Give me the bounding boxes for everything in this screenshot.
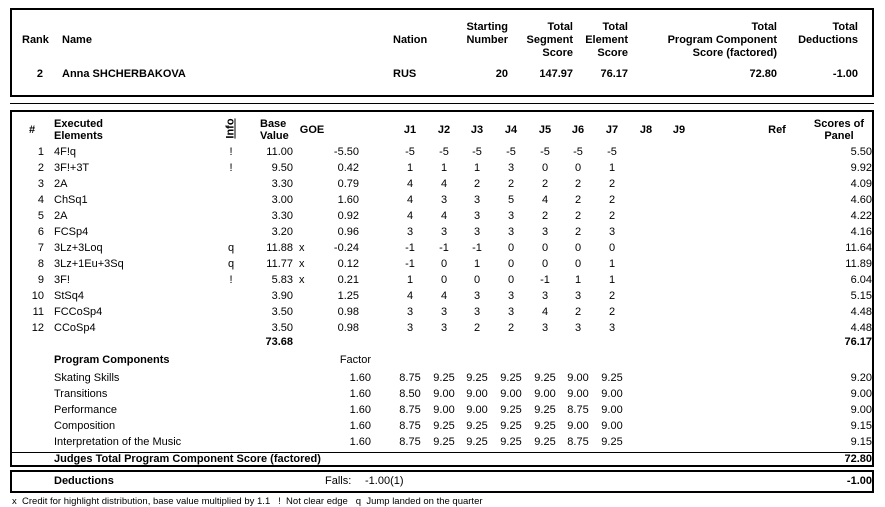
ref-column-header: Ref [768, 124, 786, 136]
judge-score-j1: 3 [406, 226, 414, 238]
component-factor: 1.60 [349, 388, 371, 400]
element-number: 9 [37, 274, 44, 286]
judge3-column-header: J3 [470, 124, 484, 136]
judge4-column-header: J4 [504, 124, 518, 136]
judge2-column-header: J2 [437, 124, 451, 136]
judge-score-j5: 3 [541, 322, 549, 334]
total-element-score-value: 76.17 [600, 68, 628, 80]
judge-score-j7: 0 [608, 242, 616, 254]
component-score-j4: 9.25 [500, 436, 522, 448]
judge-score-j7: 3 [608, 226, 616, 238]
judge-score-j3: 1 [473, 258, 481, 270]
component-score-j6: 8.75 [567, 436, 589, 448]
judge-score-j2: 3 [440, 322, 448, 334]
total-segment-label-line1: Total [547, 21, 573, 33]
judge-score-j7: 2 [608, 194, 616, 206]
total-deductions-value: -1.00 [832, 68, 858, 80]
component-score-j2: 9.25 [433, 372, 455, 384]
element-name: 2A [54, 210, 68, 222]
component-panel-score: 9.15 [850, 436, 872, 448]
component-score-j7: 9.00 [601, 420, 623, 432]
element-goe: 0.98 [337, 306, 359, 318]
component-name: Transitions [54, 388, 108, 400]
judge-score-j5: 0 [541, 162, 549, 174]
component-score-j2: 9.00 [433, 404, 455, 416]
component-factor: 1.60 [349, 420, 371, 432]
nation-column-label: Nation [393, 34, 428, 46]
component-score-j1: 8.75 [399, 372, 421, 384]
component-score-j5: 9.25 [534, 372, 556, 384]
judge-score-j5: 2 [541, 178, 549, 190]
nation-value: RUS [393, 68, 417, 80]
element-row [12, 144, 872, 160]
total-segment-score-value: 147.97 [539, 68, 573, 80]
element-base-value: 3.50 [271, 322, 293, 334]
judge-score-j7: 2 [608, 306, 616, 318]
judge-score-j3: 3 [473, 210, 481, 222]
element-totals-row [12, 334, 872, 350]
element-row [12, 240, 872, 256]
judge-score-j6: 2 [574, 194, 582, 206]
element-base-value: 3.20 [271, 226, 293, 238]
base-value-header-line2: Value [260, 130, 289, 142]
element-goe: -5.50 [333, 146, 359, 158]
element-number: 3 [37, 178, 44, 190]
deductions-box [10, 470, 874, 493]
element-number: 11 [32, 306, 44, 318]
element-panel-score: 4.16 [850, 226, 872, 238]
element-name: StSq4 [54, 290, 84, 302]
element-goe: 1.25 [337, 290, 359, 302]
element-base-value: 9.50 [271, 162, 293, 174]
factor-column-label: Factor [339, 354, 371, 366]
component-factor: 1.60 [349, 372, 371, 384]
component-score-j4: 9.25 [500, 372, 522, 384]
component-score-j7: 9.25 [601, 436, 623, 448]
component-score-j3: 9.25 [466, 372, 488, 384]
component-score-j5: 9.00 [534, 388, 556, 400]
element-base-value: 11.77 [266, 258, 293, 270]
judge-score-j7: -5 [607, 146, 617, 158]
component-score-j5: 9.25 [534, 404, 556, 416]
component-score-j7: 9.25 [601, 372, 623, 384]
element-goe: 0.21 [337, 274, 359, 286]
total-pcs-value: 72.80 [749, 68, 777, 80]
judge-score-j1: 4 [406, 210, 414, 222]
element-credit-mark: x [299, 242, 305, 254]
element-base-value: 11.00 [266, 146, 293, 158]
result-summary-box [10, 8, 874, 97]
judge-score-j6: 0 [574, 258, 582, 270]
element-panel-score: 5.50 [850, 146, 872, 158]
judge-score-j2: 4 [440, 210, 448, 222]
goe-column-header: GOE [299, 124, 325, 136]
component-score-j2: 9.25 [433, 420, 455, 432]
element-number: 10 [31, 290, 44, 302]
judge-score-j5: 4 [541, 194, 549, 206]
judge-score-j2: -1 [439, 242, 449, 254]
element-name: 3F! [54, 274, 70, 286]
elements-table-box [10, 110, 874, 467]
judge-score-j7: 2 [608, 290, 616, 302]
deductions-label: Deductions [54, 475, 114, 487]
judge-score-j7: 1 [608, 274, 616, 286]
element-row [12, 288, 872, 304]
judge-score-j5: -1 [540, 274, 550, 286]
judge-score-j7: 1 [608, 258, 616, 270]
element-number: 5 [37, 210, 44, 222]
element-number: 2 [37, 162, 44, 174]
element-info-mark: ! [229, 274, 233, 286]
judge-score-j6: 0 [574, 242, 582, 254]
element-row [12, 192, 872, 208]
judge5-column-header: J5 [538, 124, 552, 136]
element-panel-score: 11.89 [845, 258, 872, 270]
element-number: 1 [37, 146, 44, 158]
judge-score-j5: -5 [540, 146, 550, 158]
judge-score-j4: 0 [507, 258, 515, 270]
element-name: 3F!+3T [54, 162, 90, 174]
separator-line [10, 103, 874, 104]
skater-name: Anna SHCHERBAKOVA [62, 68, 186, 80]
element-number: 7 [37, 242, 44, 254]
judge-score-j2: 1 [440, 162, 448, 174]
judge-score-j3: 3 [473, 226, 481, 238]
component-panel-score: 9.15 [850, 420, 872, 432]
judge-score-j3: 1 [473, 162, 481, 174]
component-score-j1: 8.50 [399, 388, 421, 400]
element-panel-score: 4.48 [850, 322, 872, 334]
element-base-value: 3.00 [271, 194, 293, 206]
judge-score-j1: 1 [406, 274, 414, 286]
component-score-j6: 8.75 [567, 404, 589, 416]
judge-score-j3: 2 [473, 322, 481, 334]
element-base-value: 11.88 [266, 242, 293, 254]
program-components-header-row [12, 352, 872, 368]
judge-score-j5: 3 [541, 290, 549, 302]
rank-value: 2 [36, 68, 43, 80]
component-score-j1: 8.75 [399, 436, 421, 448]
element-panel-score: 4.48 [850, 306, 872, 318]
element-credit-mark: x [299, 274, 305, 286]
judge-score-j2: 3 [440, 226, 448, 238]
judge-score-j2: 4 [440, 290, 448, 302]
element-goe: 0.12 [337, 258, 359, 270]
judge-score-j4: 5 [507, 194, 515, 206]
starting-number-label-line1: Starting [466, 21, 508, 33]
judge-score-j7: 1 [608, 162, 616, 174]
component-panel-score: 9.20 [850, 372, 872, 384]
element-base-value: 3.30 [271, 210, 293, 222]
component-score-j5: 9.25 [534, 436, 556, 448]
component-score-j6: 9.00 [567, 420, 589, 432]
judge-score-j1: 3 [406, 322, 414, 334]
element-base-value: 5.83 [271, 274, 293, 286]
judge-score-j7: 2 [608, 210, 616, 222]
component-score-j4: 9.00 [500, 388, 522, 400]
judge-score-j7: 2 [608, 178, 616, 190]
element-name: FCCoSp4 [54, 306, 103, 318]
component-score-j6: 9.00 [567, 372, 589, 384]
executed-elements-header-line2: Elements [54, 130, 103, 142]
judge-score-j7: 3 [608, 322, 616, 334]
judge9-column-header: J9 [672, 124, 686, 136]
element-panel-score: 4.09 [850, 178, 872, 190]
judge-score-j4: 3 [507, 162, 515, 174]
judge-score-j2: 0 [440, 274, 448, 286]
judge-score-j3: -1 [472, 242, 482, 254]
info-column-header: Info [224, 118, 237, 139]
total-panel-score: 76.17 [844, 336, 872, 348]
judge-score-j5: 3 [541, 226, 549, 238]
judge-score-j4: 3 [507, 226, 515, 238]
element-panel-score: 9.92 [850, 162, 872, 174]
judge-score-j4: 2 [507, 178, 515, 190]
base-value-header-line1: Base [260, 118, 287, 130]
judge-score-j6: 2 [574, 306, 582, 318]
executed-elements-header-line1: Executed [54, 118, 103, 130]
element-row [12, 256, 872, 272]
element-base-value: 3.50 [271, 306, 293, 318]
element-row [12, 272, 872, 288]
element-row [12, 176, 872, 192]
total-deductions-label-line2: Deductions [798, 34, 858, 46]
judge-score-j3: -5 [472, 146, 482, 158]
judge-score-j2: 3 [440, 194, 448, 206]
judge-score-j2: 3 [440, 306, 448, 318]
element-goe: 0.79 [337, 178, 359, 190]
judge-score-j5: 0 [541, 258, 549, 270]
judge-score-j2: 4 [440, 178, 448, 190]
judge-score-j6: 3 [574, 290, 582, 302]
component-name: Composition [54, 420, 116, 432]
judge-score-j3: 3 [473, 194, 481, 206]
scores-of-panel-header-line2: Panel [824, 130, 854, 142]
rank-column-label: Rank [22, 34, 49, 46]
element-name: CCoSp4 [54, 322, 96, 334]
judge7-column-header: J7 [605, 124, 619, 136]
element-panel-score: 5.15 [850, 290, 872, 302]
total-segment-label-line3: Score [542, 47, 573, 59]
judge-score-j1: -5 [405, 146, 415, 158]
judge-score-j4: 0 [507, 242, 515, 254]
component-name: Skating Skills [54, 372, 120, 384]
program-components-title: Program Components [54, 354, 170, 366]
component-score-j1: 8.75 [399, 404, 421, 416]
element-panel-score: 4.22 [850, 210, 872, 222]
judge-score-j6: 2 [574, 210, 582, 222]
judge-score-j1: 4 [406, 290, 414, 302]
judge-score-j3: 3 [473, 306, 481, 318]
element-panel-score: 11.64 [845, 242, 872, 254]
judge-score-j2: 0 [440, 258, 448, 270]
element-goe: 0.96 [337, 226, 359, 238]
component-score-j7: 9.00 [601, 388, 623, 400]
component-score-j3: 9.00 [466, 388, 488, 400]
judge-score-j6: 0 [574, 162, 582, 174]
total-pcs-label-line2: Program Component [667, 34, 777, 46]
element-goe: 1.60 [337, 194, 359, 206]
component-score-j6: 9.00 [567, 388, 589, 400]
element-name: 3Lz+3Loq [54, 242, 103, 254]
element-goe: -0.24 [333, 242, 359, 254]
total-pcs-label-line1: Total [751, 21, 777, 33]
judge-score-j1: -1 [405, 242, 415, 254]
element-row [12, 208, 872, 224]
component-row [12, 402, 872, 418]
judges-total-pcs-row [12, 452, 872, 466]
judge-score-j1: -1 [405, 258, 415, 270]
element-row [12, 224, 872, 240]
element-name: FCSp4 [54, 226, 89, 238]
component-factor: 1.60 [349, 436, 371, 448]
element-number: 12 [31, 322, 44, 334]
element-goe: 0.42 [337, 162, 359, 174]
judge-score-j4: 0 [507, 274, 515, 286]
element-info-mark: q [227, 258, 235, 270]
element-info-mark: ! [229, 162, 233, 174]
judge-score-j4: -5 [506, 146, 516, 158]
judge-score-j1: 4 [406, 178, 414, 190]
judges-total-pcs-value: 72.80 [844, 453, 872, 465]
falls-label: Falls: [325, 475, 352, 487]
judge-score-j2: -5 [439, 146, 449, 158]
element-panel-score: 6.04 [850, 274, 872, 286]
name-column-label: Name [62, 34, 92, 46]
judge-score-j5: 4 [541, 306, 549, 318]
component-row [12, 370, 872, 386]
element-name: 2A [54, 178, 68, 190]
judge-score-j6: 1 [574, 274, 582, 286]
judge-score-j3: 3 [473, 290, 481, 302]
element-number: 4 [37, 194, 44, 206]
element-base-value: 3.90 [271, 290, 293, 302]
judge6-column-header: J6 [571, 124, 585, 136]
component-row [12, 418, 872, 434]
starting-number-value: 20 [495, 68, 508, 80]
element-name: 3Lz+1Eu+3Sq [54, 258, 124, 270]
total-element-label-line1: Total [602, 21, 628, 33]
judges-total-pcs-label: Judges Total Program Component Score (factored) [54, 453, 321, 465]
total-deductions-label-line1: Total [832, 21, 858, 33]
component-panel-score: 9.00 [850, 388, 872, 400]
element-goe: 0.92 [337, 210, 359, 222]
total-segment-label-line2: Segment [526, 34, 573, 46]
judge-score-j3: 0 [473, 274, 481, 286]
component-name: Performance [54, 404, 117, 416]
component-score-j4: 9.25 [500, 420, 522, 432]
judge-score-j4: 3 [507, 306, 515, 318]
component-score-j2: 9.00 [433, 388, 455, 400]
judge-score-j6: 2 [574, 178, 582, 190]
component-factor: 1.60 [349, 404, 371, 416]
element-info-mark: q [227, 242, 235, 254]
component-row [12, 386, 872, 402]
total-pcs-label-line3: Score (factored) [692, 47, 777, 59]
component-panel-score: 9.00 [850, 404, 872, 416]
judge-score-j3: 2 [473, 178, 481, 190]
falls-value: -1.00(1) [365, 475, 404, 487]
component-score-j4: 9.25 [500, 404, 522, 416]
starting-number-label-line2: Number [466, 34, 508, 46]
total-element-label-line2: Element [585, 34, 628, 46]
judge8-column-header: J8 [639, 124, 653, 136]
element-number: 8 [37, 258, 44, 270]
element-credit-mark: x [299, 258, 305, 270]
element-info-mark: ! [229, 146, 233, 158]
component-score-j3: 9.00 [466, 404, 488, 416]
element-row [12, 160, 872, 176]
judge-score-j4: 3 [507, 290, 515, 302]
component-score-j1: 8.75 [399, 420, 421, 432]
judge-score-j5: 0 [541, 242, 549, 254]
component-score-j2: 9.25 [433, 436, 455, 448]
component-score-j7: 9.00 [601, 404, 623, 416]
component-score-j3: 9.25 [466, 420, 488, 432]
scores-of-panel-header-line1: Scores of [813, 118, 865, 130]
component-score-j5: 9.25 [534, 420, 556, 432]
judge-score-j1: 1 [406, 162, 414, 174]
element-name: 4F!q [54, 146, 77, 158]
judge-score-j6: 2 [574, 226, 582, 238]
element-row [12, 304, 872, 320]
element-panel-score: 4.60 [850, 194, 872, 206]
judge1-column-header: J1 [403, 124, 417, 136]
component-score-j3: 9.25 [466, 436, 488, 448]
judge-score-j6: 3 [574, 322, 582, 334]
judge-score-j1: 3 [406, 306, 414, 318]
total-base-value: 73.68 [265, 336, 293, 348]
component-name: Interpretation of the Music [54, 436, 182, 448]
element-number: 6 [37, 226, 44, 238]
element-base-value: 3.30 [271, 178, 293, 190]
number-column-header: # [28, 124, 36, 136]
deductions-total-value: -1.00 [846, 475, 872, 487]
element-name: ChSq1 [54, 194, 88, 206]
total-element-label-line3: Score [597, 47, 628, 59]
judge-score-j1: 4 [406, 194, 414, 206]
judge-score-j6: -5 [573, 146, 583, 158]
judge-score-j4: 3 [507, 210, 515, 222]
judge-score-j5: 2 [541, 210, 549, 222]
component-row [12, 434, 872, 450]
judge-score-j4: 2 [507, 322, 515, 334]
element-goe: 0.98 [337, 322, 359, 334]
footnote: x Credit for highlight distribution, base value multiplied by 1.1 ! Not clear edge q Jump landed on the quarter [12, 496, 483, 507]
